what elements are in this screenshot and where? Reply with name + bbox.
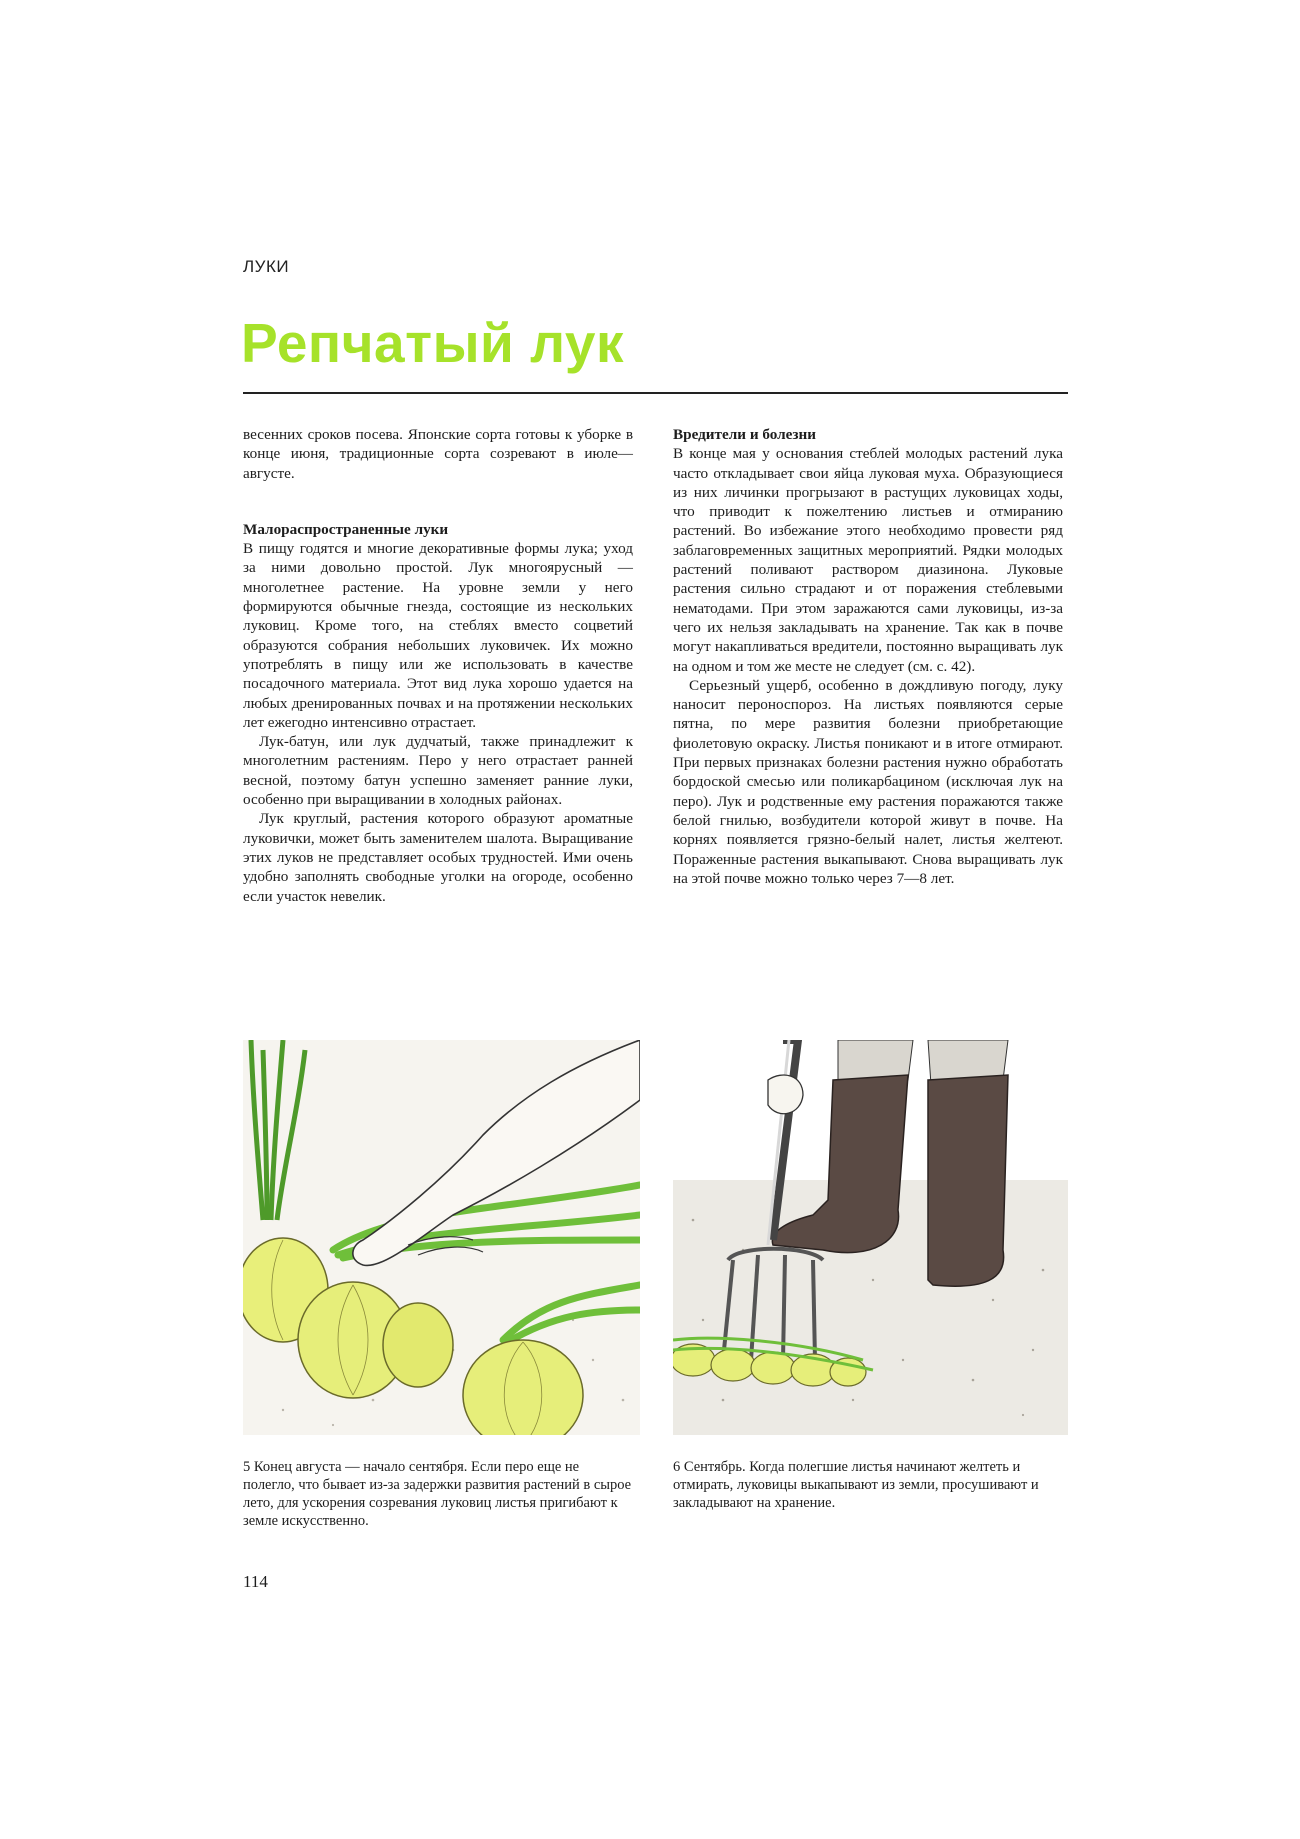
figure-6-caption: 6 Сентябрь. Когда полегшие листья начинают желтеть и отмирать, луковицы выкапывают из земли, просушивают и закладывают на хранение. xyxy=(673,1459,1039,1511)
title-rule xyxy=(243,392,1068,394)
page-number: 114 xyxy=(243,1572,268,1591)
left-paragraph-3: Лук круглый, растения которого образуют ароматные луковички, может быть заменителем шалота. Выращивание этих луков не представляет особых трудностей. Ими очень удобно заполнять свободные уголки на огороде, особенно если участок невелик. xyxy=(243,810,633,905)
figure-6-illustration xyxy=(673,1040,1068,1435)
left-heading: Малораспространенные луки xyxy=(243,520,449,538)
right-paragraph-1: В конце мая у основания стеблей молодых растений лука часто откладывает свои яйца луковая муха. Образующиеся из них личинки прогрызают в растущих луковицах ходы, что приводит к пожелтению листьев и отмиранию растений. Во избежание этого необходимо провести ряд заблаговременных защитных мероприятий. Рядки молодых растений поливают раствором диазинона. Луковые растения сильно страдают и от поражения стеблевыми нематодами. При этом заражаются сами луковицы, из-за чего их нельзя закладывать на хранение. Так как в почве могут накапливаться вредители, постоянно выращивать лук на одном и том же месте не следует (см. с. 42). xyxy=(673,445,1063,675)
intro-paragraph: весенних сроков посева. Японские сорта готовы к уборке в конце июня, традиционные сорта созревают в июле—августе. xyxy=(243,426,633,482)
left-paragraph-1: В пищу годятся и многие декоративные формы лука; уход за ними довольно простой. Лук многоярусный — многолетнее растение. На уровне земли у него формируются обычные гнезда, состоящие из нескольких луковиц. Кроме того, на стеблях вместо соцветий образуются собрания небольших луковичек. Их можно употреблять в пищу или же использовать в качестве посадочного материала. Этот вид лука хорошо удается на любых дренированных почвах и на протяжении нескольких лет ежегодно интенсивно отрастает. xyxy=(243,540,633,731)
onion-bending-icon xyxy=(243,1040,640,1435)
page-title: Репчатый лук xyxy=(241,312,624,374)
right-heading: Вредители и болезни xyxy=(673,426,817,443)
spacer xyxy=(243,483,633,520)
right-paragraph-2: Серьезный ущерб, особенно в дождливую погоду, луку наносит пероноспороз. На листьях появляются серые пятна, по мере развития болезни приобретающие фиолетовую окраску. Листья поникают и в итоге отмирают. При первых признаках болезни растения нужно обработать бордоской смесью или поликарбацином (исключая лук на перо). Лук и родственные ему растения поражаются также белой гнилью, возбудители которой живут в почве. На корнях появляется грязно-белый налет, листья желтеют. Пораженные растения выкапывают. Снова выращивать лук на этой почве можно только через 7—8 лет. xyxy=(673,676,1063,887)
left-column xyxy=(243,425,633,906)
left-paragraph-2: Лук-батун, или лук дудчатый, также принадлежит к многолетним растениям. Перо у него отрастает ранней весной, поэтому батун успешно заменяет ранние луки, особенно при выращивании в холодных районах. xyxy=(243,733,633,809)
digging-fork-icon xyxy=(673,1040,1068,1435)
figure-5-illustration xyxy=(243,1040,640,1435)
right-column xyxy=(673,425,1063,888)
section-label: ЛУКИ xyxy=(243,257,290,276)
figure-5-caption: 5 Конец августа — начало сентября. Если перо еще не полегло, что бывает из-за задержки развития растений в сырое лето, для ускорения созревания луковиц листья пригибают к земле искусственно. xyxy=(243,1459,632,1529)
